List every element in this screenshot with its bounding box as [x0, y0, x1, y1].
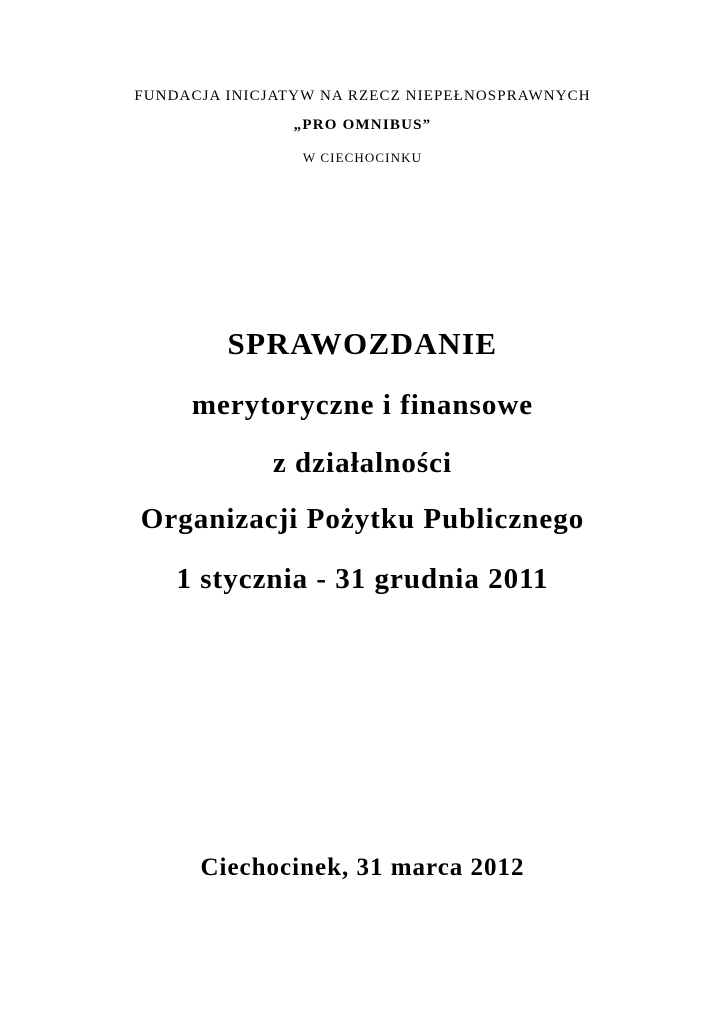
report-subtitle-type: merytoryczne i finansowe: [191, 389, 534, 421]
place-and-date: Ciechocinek, 31 marca 2012: [200, 854, 525, 881]
report-subtitle-organization: Organizacji Pożytku Publicznego: [140, 503, 585, 535]
report-period: 1 stycznia - 31 grudnia 2011: [176, 563, 549, 595]
foundation-name: „PRO OMNIBUS”: [293, 117, 432, 133]
report-subtitle-scope: z działalności: [272, 447, 453, 479]
organization-name: FUNDACJA INICJATYW NA RZECZ NIEPEŁNOSPRAWNYCH: [134, 88, 591, 104]
foundation-location: W CIECHOCINKU: [302, 150, 423, 165]
report-title: SPRAWOZDANIE: [227, 326, 498, 361]
